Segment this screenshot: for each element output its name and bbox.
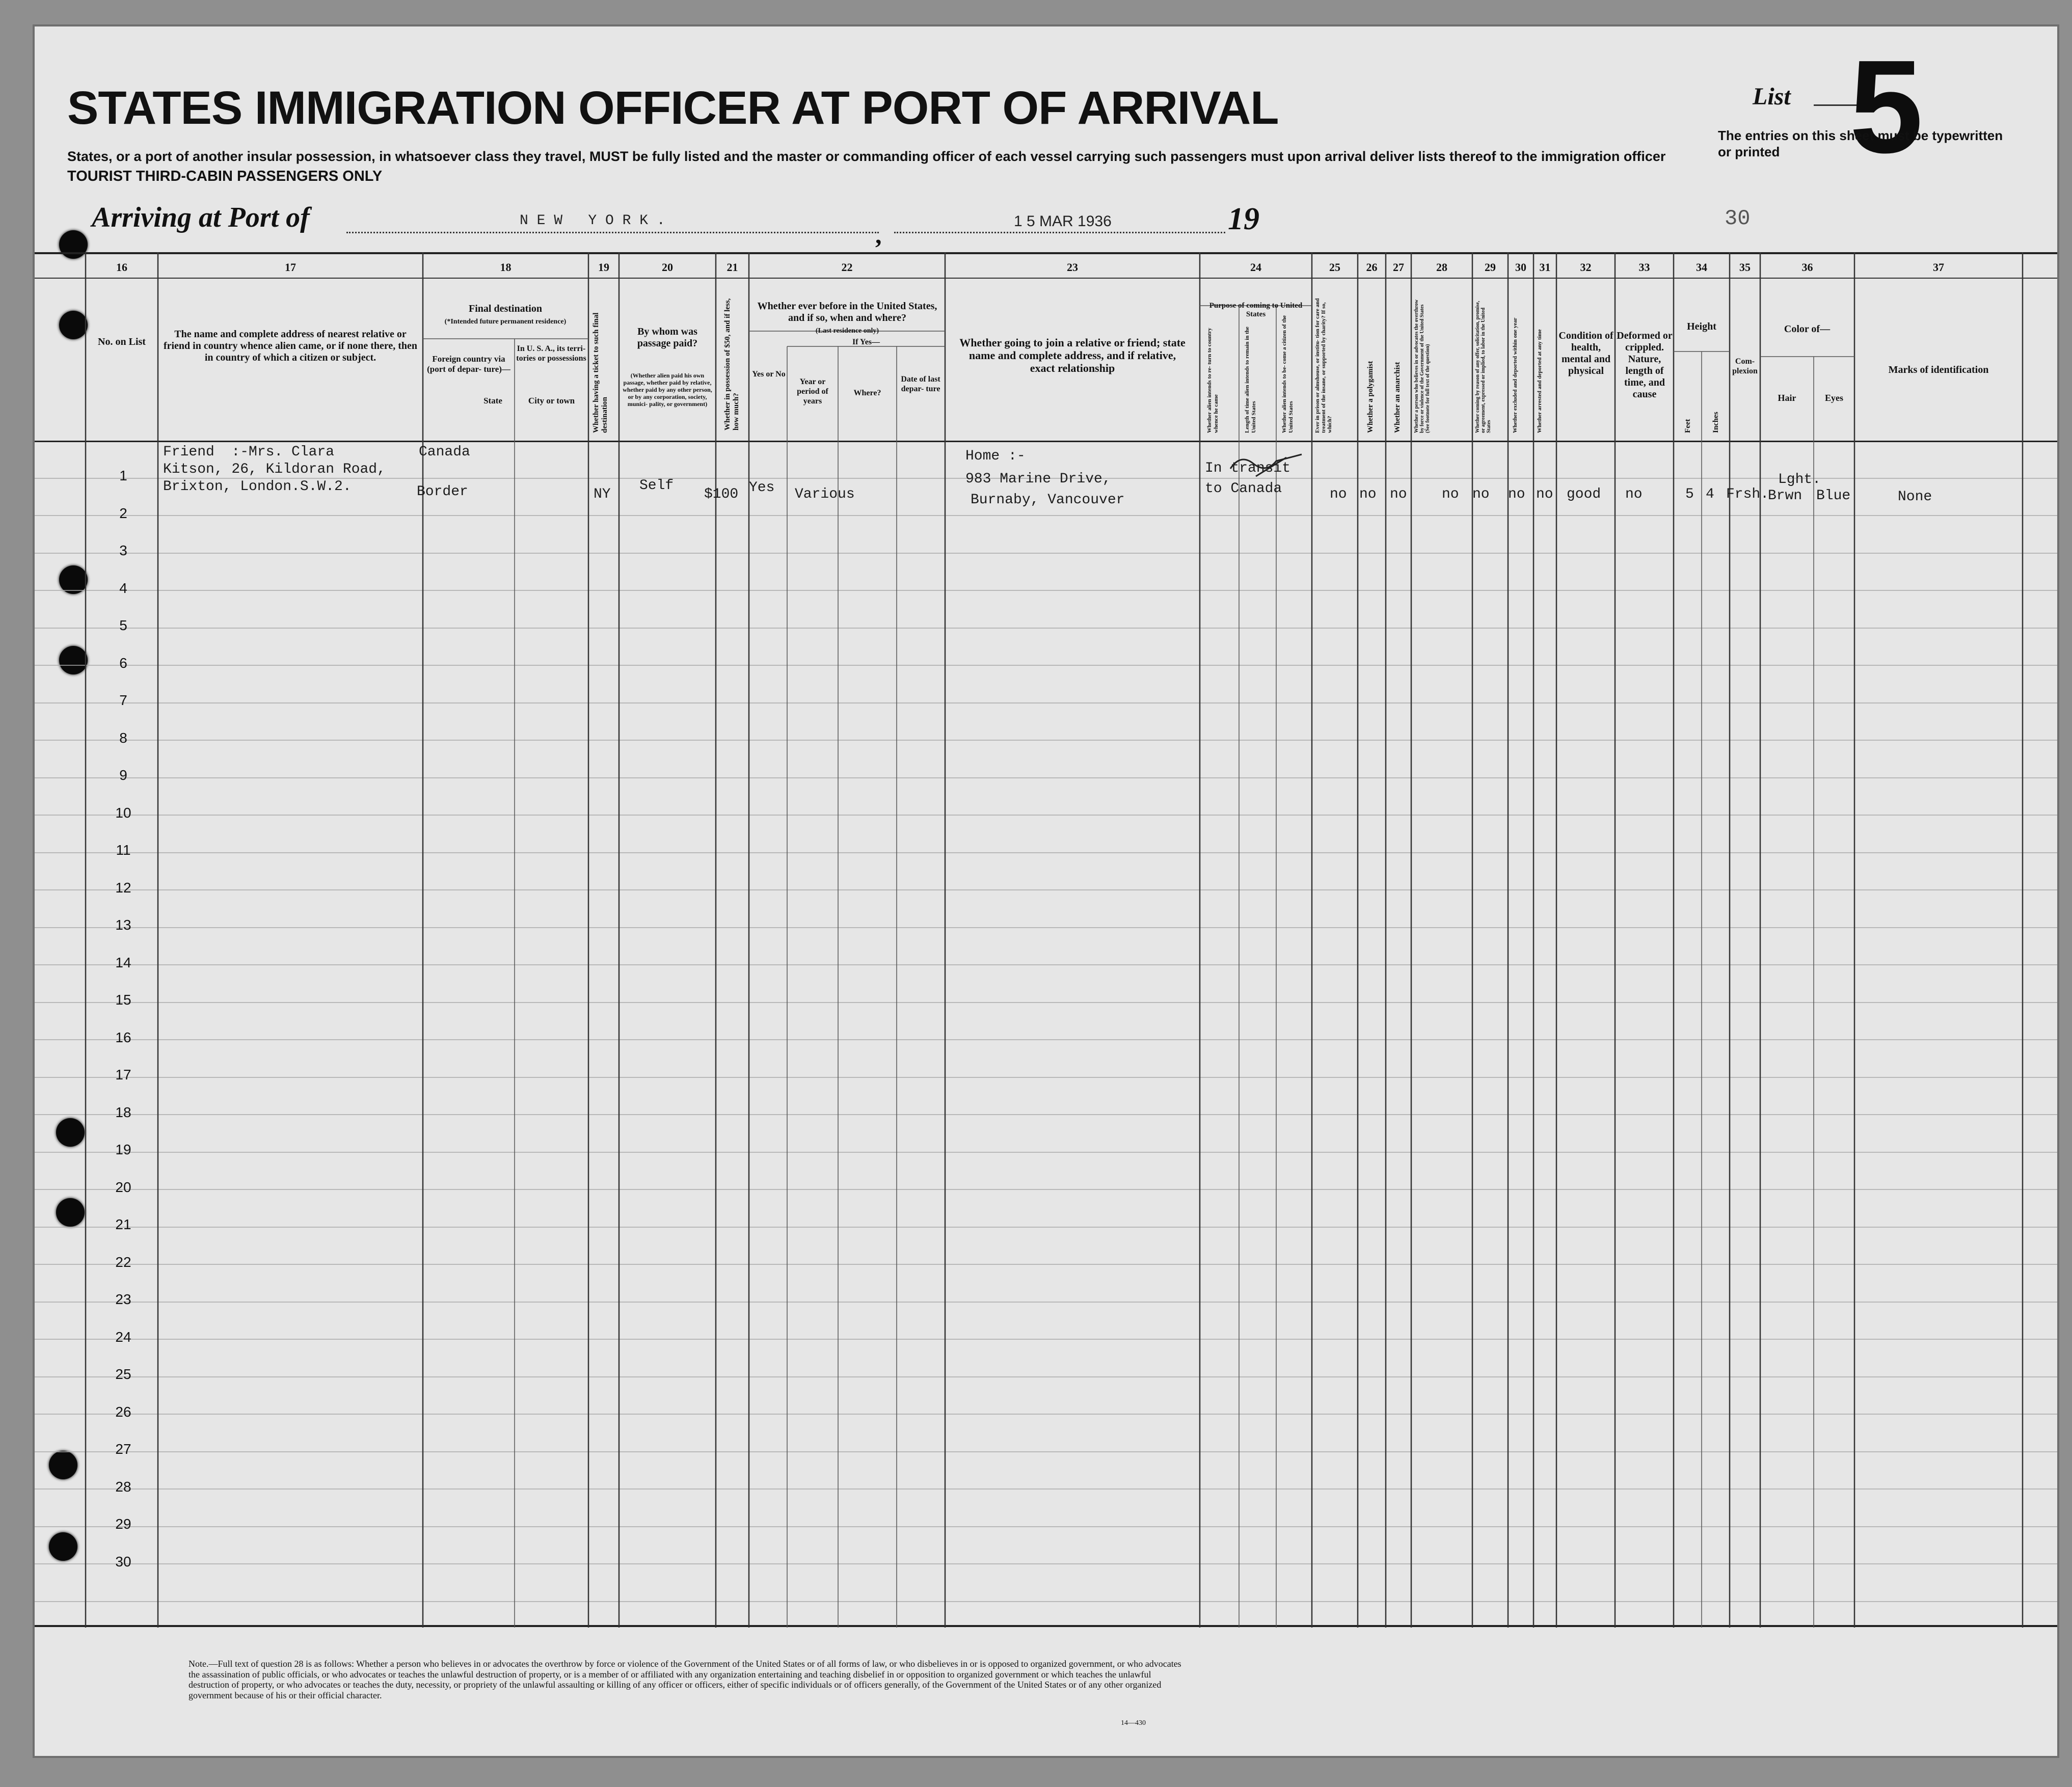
header-arrested-deported: Whether arrested and deported at any time (1537, 329, 1543, 433)
entry-purpose-line1: In transit (1205, 461, 1291, 476)
page-code: 30 (1725, 206, 1751, 231)
header-eyes: Eyes (1825, 393, 1843, 403)
row-number: 10 (115, 804, 131, 821)
entry-join-line3: Burnaby, Vancouver (971, 492, 1125, 508)
entry-years: Various (795, 486, 855, 502)
row-number: 24 (115, 1329, 131, 1345)
entry-prison: no (1330, 486, 1347, 502)
header-anarchist: Whether an anarchist (1393, 362, 1402, 433)
row-number: 22 (115, 1254, 131, 1270)
entry-health: good (1567, 486, 1601, 502)
colnum-28: 28 (1436, 261, 1447, 274)
entry-overthrow: no (1442, 486, 1459, 502)
header-passage-paid: By whom was passage paid? (637, 326, 698, 349)
colnum-34: 34 (1696, 261, 1707, 274)
row-number: 25 (115, 1366, 131, 1382)
entry-deformed: no (1625, 486, 1643, 502)
header-hair: Hair (1778, 393, 1796, 403)
header-where: Where? (853, 389, 881, 397)
row-number: 20 (115, 1179, 131, 1195)
entry-labor: no (1472, 486, 1490, 502)
colnum-36: 36 (1801, 261, 1813, 274)
header-last-residence: (Last residence only) (815, 327, 879, 335)
header-ticket: Whether having a ticket to such final destination (592, 312, 609, 433)
header-city: City or town (528, 396, 575, 405)
comma: , (875, 221, 882, 249)
colnum-18: 18 (500, 261, 512, 274)
colnum-31: 31 (1539, 261, 1551, 274)
year-prefix: 19 (1228, 202, 1259, 236)
passenger-class: TOURIST THIRD-CABIN PASSENGERS ONLY (67, 168, 383, 184)
entry-feet: 5 (1685, 486, 1694, 502)
colnum-17: 17 (285, 261, 296, 274)
colnum-16: 16 (116, 261, 127, 274)
header-length-of-stay: Length of time alien intends to remain in the United States (1244, 327, 1257, 433)
colnum-35: 35 (1739, 261, 1751, 274)
colnum-32: 32 (1580, 261, 1592, 274)
header-marks-identification: Marks of identification (1888, 364, 1989, 375)
header-passage-note: (Whether alien paid his own passage, whether paid by relative, whether paid by any other person, or by any corporation, society, munici- pality, or government) (623, 372, 712, 408)
header-complexion: Com- plexion (1732, 357, 1758, 375)
form-code: 14—430 (1121, 1719, 1146, 1727)
header-height: Height (1687, 321, 1716, 332)
entry-purpose-line2: to Canada (1205, 481, 1282, 497)
entry-passage-paid: Self (639, 478, 674, 494)
colnum-24: 24 (1250, 261, 1261, 274)
header-excluded-deported: Whether excluded and deported within one year (1512, 317, 1518, 433)
header-no-on-list: No. on List (98, 336, 146, 347)
colnum-22: 22 (841, 261, 853, 274)
entry-relative-line3: Brixton, London.S.W.2. (163, 479, 352, 495)
date-stamp: 1 5 MAR 1936 (1014, 213, 1112, 230)
row-number: 14 (115, 954, 131, 970)
header-yes-no: Yes or No (752, 370, 786, 378)
header-overthrow: Whether a person who believes in or advocates the overthrow by force or violence of the Government of the United States (See footnote for full text of the question) (1414, 300, 1431, 433)
list-number: 5 (1849, 33, 1923, 181)
entry-excluded: no (1508, 486, 1525, 502)
row-number: 2 (119, 505, 127, 521)
header-prison-almshouse: Ever in prison or almshouse, or institu- tion for care and treatment of the insane, or supported by charity? If so, which? (1314, 298, 1333, 433)
entry-relative-line2: Kitson, 26, Kildoran Road, (163, 462, 386, 477)
colnum-37: 37 (1933, 261, 1944, 274)
entry-money: $100 (704, 486, 739, 502)
colnum-23: 23 (1067, 261, 1078, 274)
row-number: 17 (115, 1067, 131, 1082)
entry-ticket: NY (594, 486, 611, 502)
entry-complexion: Frsh. (1726, 486, 1769, 502)
row-number: 3 (119, 543, 127, 558)
form-title: STATES IMMIGRATION OFFICER AT PORT OF ARRIVAL (67, 82, 1279, 134)
entry-hair-line2: Brwn (1768, 488, 1802, 504)
header-year-period: Year or period of years (797, 377, 828, 405)
row-number: 26 (115, 1403, 131, 1420)
list-note: The entries on this sheet must be typewritten or printed (1718, 128, 2003, 159)
row-number: 23 (115, 1291, 131, 1307)
header-if-yes: If Yes— (852, 338, 880, 346)
header-foreign-country: Foreign country via (port of depar- ture)— (427, 354, 510, 374)
header-nearest-relative: The name and complete address of nearest relative or friend in country whence alien came, or if none there, then in country of which a citizen or subject. (163, 329, 418, 363)
colnum-25: 25 (1329, 261, 1340, 274)
header-feet: Feet (1684, 419, 1692, 433)
entry-arrested: no (1536, 486, 1553, 502)
footnote: Note.—Full text of question 28 is as follows: Whether a person who believes in or advocates the overthrow by force or violence of the Government of the United States or of all forms of law, or who disbelieves in or is opposed to organized government, or who advocates the assassination of public officials, or who advocates or teaches the unlawful destruction of property, or is a member of or affiliated with any organization entertaining and teaching disbelief in or opposition to organized government or which teaches the unlawful destruction of property, or who advocates or teaches the duty, necessity, or propriety of the unlawful assaulting or killing of any officer or officers, either of specific individuals or of officers generally, of the Government of the United States or of any other organized government because of his or their official character. (189, 1659, 1181, 1700)
header-intends-citizen: Whether alien intends to be- come a citizen of the United States (1281, 315, 1294, 433)
row-number: 4 (119, 580, 127, 596)
row-number: 13 (115, 917, 131, 933)
entry-anarchist: no (1390, 486, 1407, 502)
colnum-19: 19 (598, 261, 609, 274)
form-instructions: States, or a port of another insular possession, in whatsoever class they travel, MUST be fully listed and the master or commanding officer of each vessel carrying such passengers must upon arrival deliver lists thereof to the immigration officer (67, 149, 1666, 164)
colnum-21: 21 (726, 261, 738, 274)
row-number: 27 (115, 1441, 131, 1457)
row-number: 29 (115, 1516, 131, 1532)
header-purpose: Purpose of coming to United States (1209, 302, 1303, 318)
entry-relative-line1: Friend :-Mrs. Clara (163, 444, 335, 460)
row-number: 16 (115, 1029, 131, 1045)
entry-join-line1: Home :- (965, 448, 1026, 464)
header-final-destination: Final destination (469, 303, 542, 314)
header-ever-before: Whether ever before in the United States, and if so, when and where? (757, 301, 937, 323)
row-number: 8 (119, 729, 127, 746)
row-number: 18 (115, 1104, 131, 1120)
colnum-29: 29 (1485, 261, 1496, 274)
header-going-to-join: Whether going to join a relative or friend; state name and complete address, and if relative, exact relationship (959, 336, 1186, 374)
header-color-of: Color of— (1784, 323, 1831, 335)
entry-eyes: Blue (1816, 488, 1851, 504)
header-possession-50: Whether in possession of $50, and if less, how much? (723, 298, 740, 430)
arriving-label: Arriving at Port of (92, 202, 310, 233)
entry-marks: None (1898, 489, 1932, 505)
row-number: 9 (119, 767, 127, 783)
entry-hair-line1: Lght. (1778, 472, 1821, 488)
handwritten-scribble (1225, 448, 1307, 484)
entry-foreign-line1: Canada (419, 444, 470, 460)
row-number: 28 (115, 1478, 131, 1495)
row-number: 19 (115, 1142, 131, 1157)
date-line (894, 232, 1225, 233)
row-number-list (108, 468, 139, 1591)
entry-ever-before: Yes (749, 480, 775, 496)
row-number: 15 (115, 992, 131, 1008)
row-number: 6 (119, 655, 127, 671)
row-number: 7 (119, 692, 127, 708)
header-labor-offer: Whether coming by reason of any offer, solicitation, promise, or agreement, expressed or implied, to labor in the United States (1475, 301, 1492, 433)
header-intends-return: Whether alien intends to re- turn to country whence he came (1206, 328, 1219, 433)
entry-join-line2: 983 Marine Drive, (965, 471, 1111, 487)
port-line (346, 232, 879, 233)
colnum-30: 30 (1515, 261, 1526, 274)
header-polygamist: Whether a polygamist (1366, 361, 1375, 433)
port-of-arrival: N E W Y O R K . (520, 213, 665, 229)
row-number: 30 (115, 1553, 131, 1569)
header-final-destination-note: (*Intended future permanent residence) (444, 318, 567, 326)
entry-polygamist: no (1359, 486, 1377, 502)
colnum-33: 33 (1638, 261, 1650, 274)
colnum-20: 20 (662, 261, 673, 274)
entry-inches: 4 (1706, 486, 1714, 502)
list-label: List (1753, 83, 1791, 110)
header-deformed: Deformed or crippled. Nature, length of time, and cause (1617, 330, 1673, 400)
colnum-26: 26 (1366, 261, 1378, 274)
entry-foreign-line2: Border (417, 484, 468, 500)
row-number: 12 (115, 879, 131, 896)
header-health: Condition of health, mental and physical (1558, 330, 1613, 376)
colnum-27: 27 (1393, 261, 1404, 274)
header-date-departure: Date of last depar- ture (901, 375, 940, 393)
row-number: 1 (119, 468, 127, 483)
header-in-usa: In U. S. A., its terri- tories or possessions (516, 344, 586, 363)
header-inches: Inches (1712, 412, 1720, 433)
header-state: State (483, 396, 502, 405)
row-number: 5 (119, 617, 127, 633)
row-number: 11 (116, 842, 131, 858)
row-number: 21 (115, 1216, 131, 1232)
